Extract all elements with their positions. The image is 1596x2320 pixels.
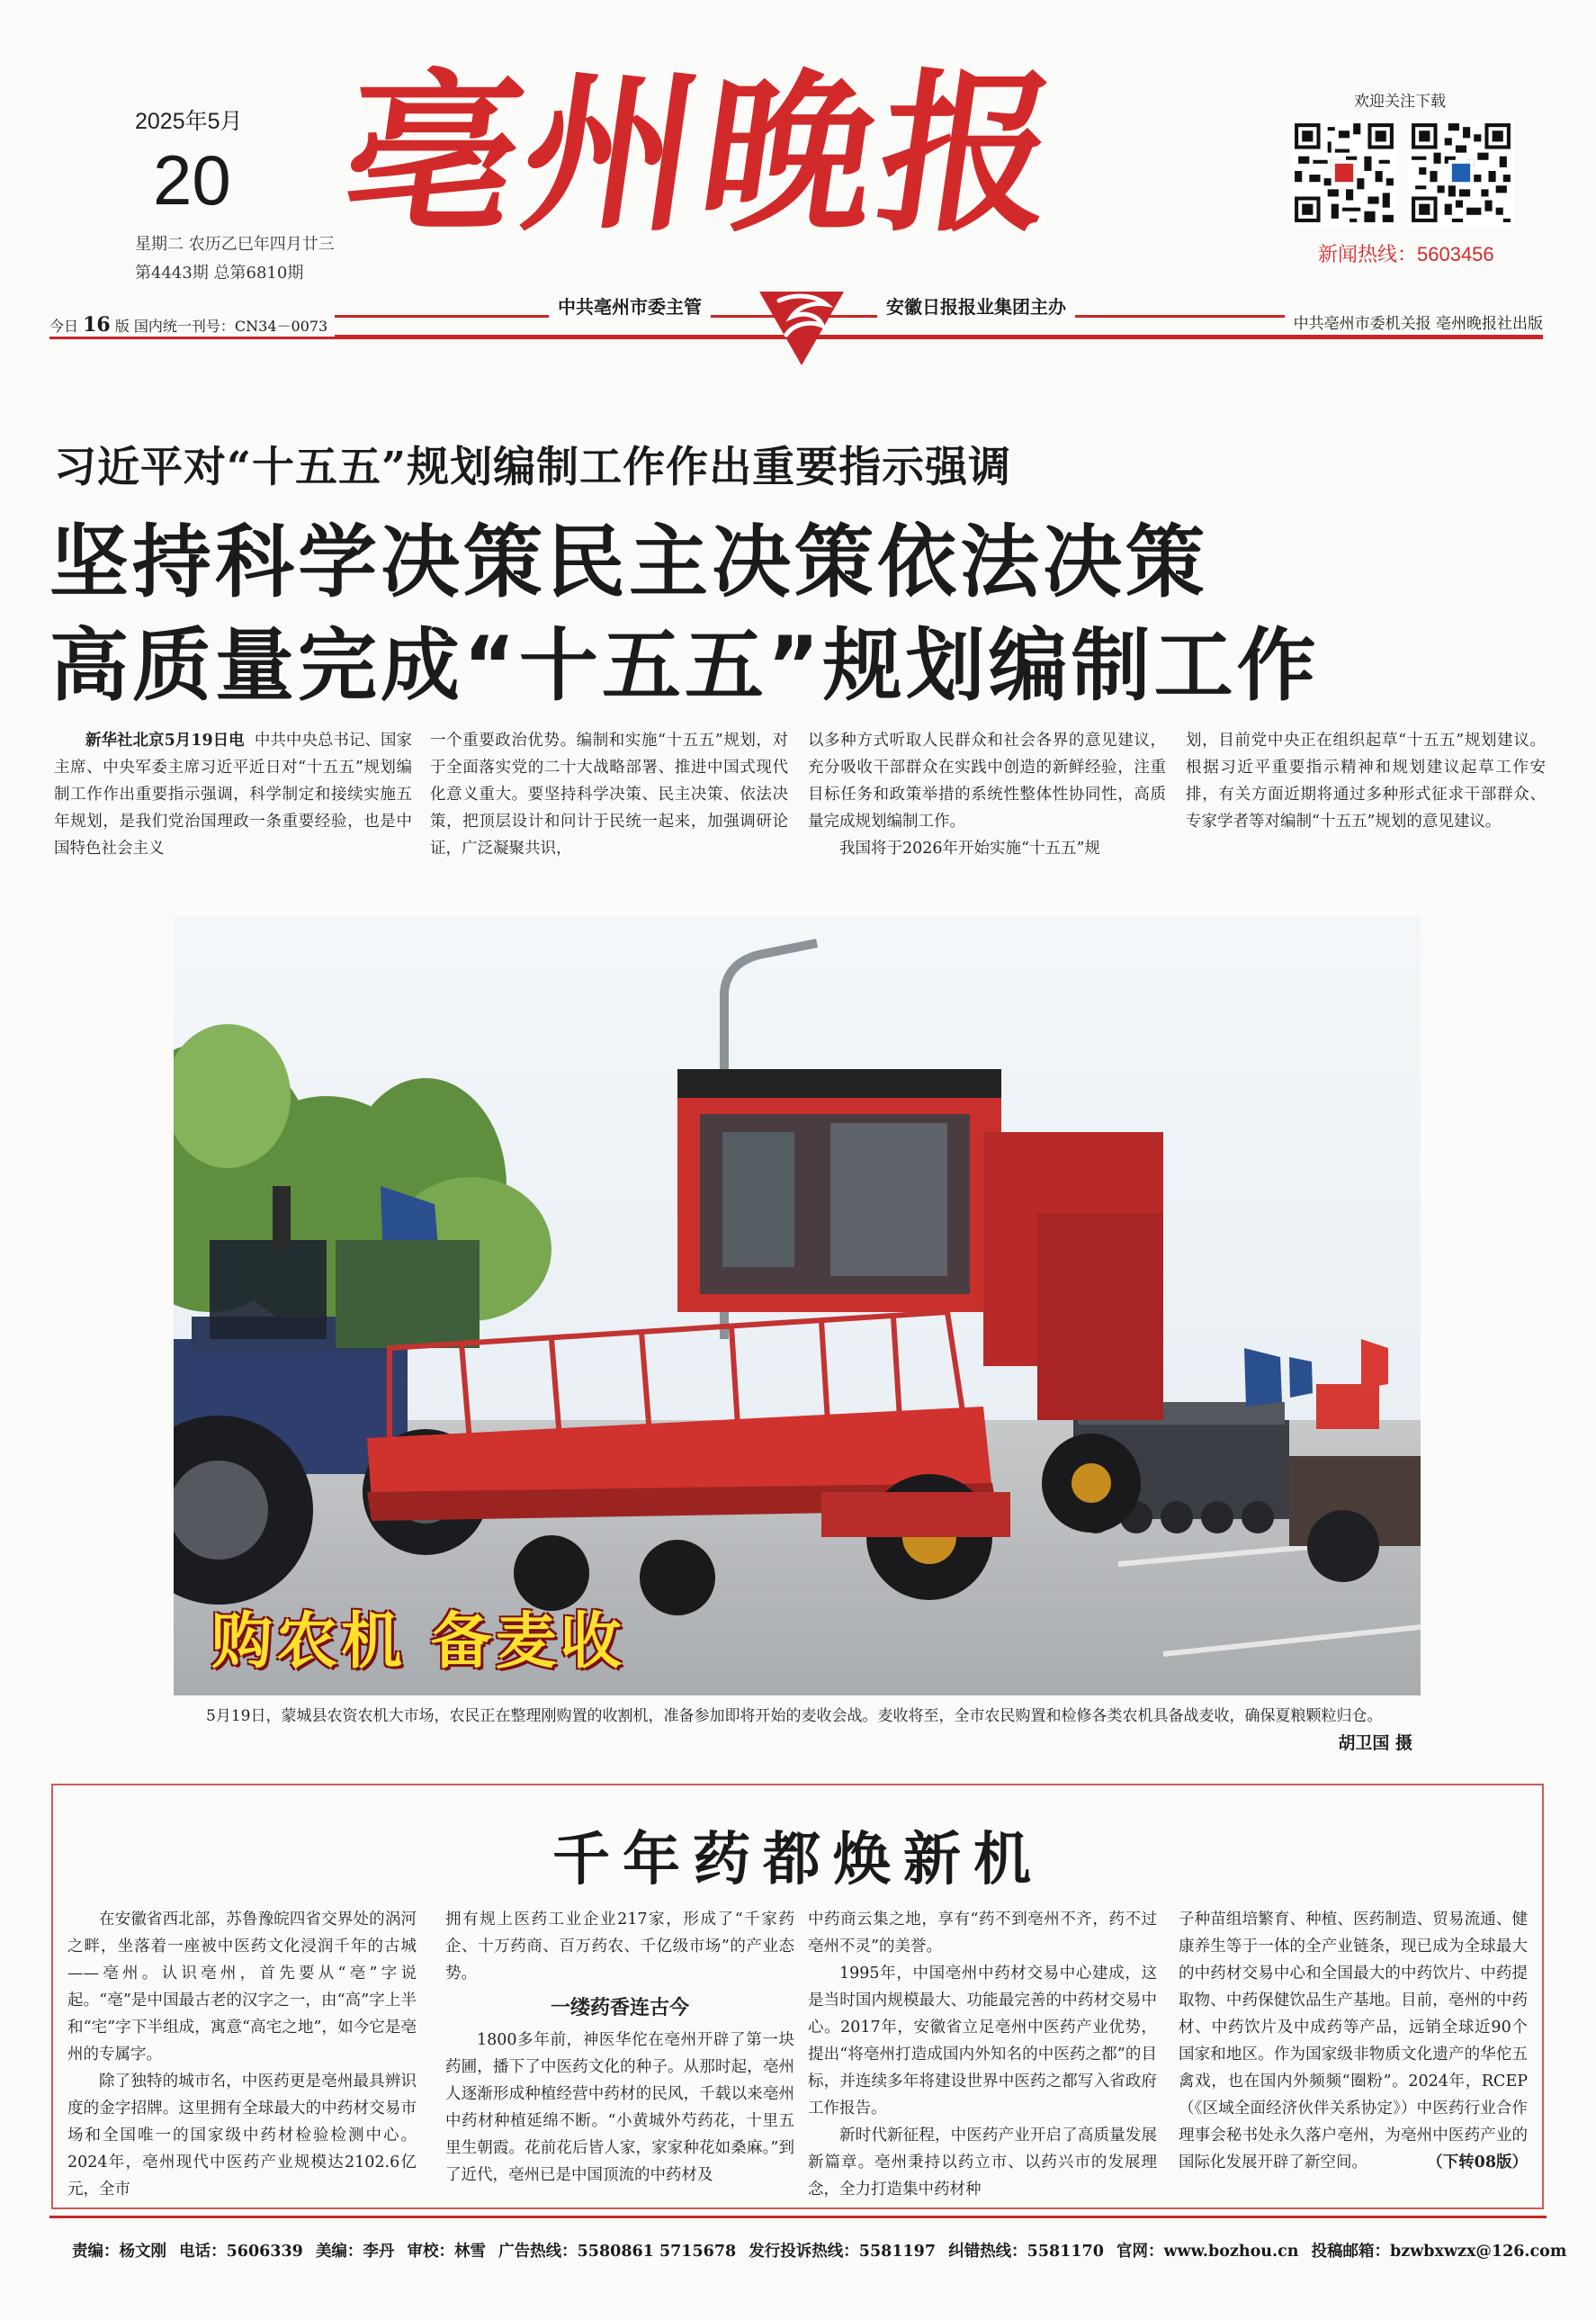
lead-text: 中共中央总书记、国家主席、中央军委主席习近平近日对“十五五”规划编制工作作出重要指示强调，科学制定和接续实施五年规划，是我们党治国理政一条重要经验，也是中国特色社会主义: [54, 732, 412, 858]
harvester-photo[interactable]: [174, 916, 1421, 1695]
date-day: 20: [153, 140, 231, 220]
feature-text: 1800多年前，神医华佗在亳州开辟了第一块药圃，播下了中医药文化的种子。从那时起，亳州人逐渐形成种植经营中药材的民风，千载以来亳州中药材种植延绵不断。“小黄城外芍药花，十里五里生朝霞。花前花后皆人家，家家种花如桑麻。”到了近代，亳州已是中国顶流的中药材及: [445, 2031, 794, 2184]
qr-code-icon[interactable]: [1291, 120, 1397, 226]
issue-suffix: 版 国内统一刊号：CN34－0073: [114, 318, 328, 335]
date-year-month: 2025年5月: [135, 109, 243, 134]
footer-ad-hotline: 广告热线：5580861 5715678: [498, 2243, 737, 2261]
footer-correction-hotline: 纠错热线：5581170: [948, 2243, 1104, 2261]
photo-caption: 5月19日，蒙城县农资农机大市场，农民正在整理刚购置的收割机，准备参加即将开始的麦收会战。麦收将至，全市农民购置和检修各类农机具备战麦收，确保夏粮颗粒归仓。: [206, 1707, 1383, 1725]
feature-text: 在安徽省西北部，苏鲁豫皖四省交界处的涡河之畔，坐落着一座被中医药文化浸润千年的古城——亳州。认识亳州，首先要从“亳”字说起。“亳”是中国最古老的汉字之一，由“高”字上半和“宅”字下半组成，寓意“高宅之地”，如今它是亳州的专属字。: [67, 1911, 417, 2064]
lead-headline-line2[interactable]: 高质量完成“十五五”规划编制工作: [49, 619, 1320, 712]
newspaper-emblem-icon: [752, 286, 851, 369]
date-block: [135, 103, 342, 283]
feature-subhead: 一缕药香连古今: [550, 1996, 689, 2019]
news-hotline: 新闻热线：5603456: [1318, 243, 1494, 265]
feature-column-2: [445, 1906, 794, 2189]
feature-column-1: [67, 1906, 417, 2203]
footer-website-link[interactable]: 官网：www.bozhou.cn: [1116, 2243, 1299, 2261]
dateline: 新华社北京5月19日电: [85, 732, 245, 750]
lead-kicker: 习近平对“十五五”规划编制工作作出重要指示强调: [54, 443, 1012, 492]
harvester-image: [174, 916, 1421, 1695]
footer-editor: 责编：杨文刚: [72, 2243, 166, 2261]
lead-text: 划，目前党中央正在组织起草“十五五”规划建议。根据习近平重要指示精神和规划建议起草工作安排，有关方面近期将通过多种形式征求干部群众、专家学者等对编制“十五五”规划的意见建议。: [1186, 732, 1546, 831]
qr-code-icon[interactable]: [1408, 120, 1514, 226]
feature-title[interactable]: 千年药都焕新机: [552, 1827, 1044, 1893]
lead-column-2: [430, 727, 788, 862]
feature-text: 子种苗组培繁育、种植、医药制造、贸易流通、健康养生等于一体的全产业链条，现已成为全球最大的中药材交易中心和全国最大的中药饮片、中药提取物、中药保健饮品生产基地。目前，亳州的中药材、中药饮片及中成药等产品，远销全球近90个国家和地区。作为国家级非物质文化遗产的华佗五禽戏，也在国内外频频“圈粉”。2024年，RCEP（《区域全面经济伙伴关系协定》）中医药行业合作理事会秘书处永久落户亳州，为亳州中医药产业的国际化发展开辟了新空间。: [1179, 1911, 1528, 2172]
issue-prefix: 今日: [49, 318, 79, 335]
publisher: 中共亳州市委机关报 亳州晚报社出版: [1285, 310, 1543, 333]
date-weekday-lunar: 星期二 农历乙巳年四月廿三: [135, 235, 335, 254]
feature-text: 除了独特的城市名，中医药更是亳州最具辨识度的金字招牌。这里拥有全球最大的中药材交易市场和全国唯一的国家级中药材检验检测中心。2024年，亳州现代中医药产业规模达2102.6亿元，全市: [67, 2073, 417, 2199]
issue-info: [49, 313, 335, 337]
newspaper-logo: [332, 38, 1246, 290]
sponsor-left: 中共亳州市委主管: [549, 292, 711, 319]
footer-rule: [49, 2216, 1547, 2218]
feature-column-4: [1179, 1906, 1528, 2176]
feature-text: 新时代新征程，中医药产业开启了高质量发展新篇章。亳州秉持以药立市、以药兴市的发展理念，全力打造集中药材种: [808, 2127, 1157, 2199]
sponsor-right: 安徽日报报业集团主办: [877, 292, 1075, 319]
photo-credit: 胡卫国 摄: [1338, 1733, 1412, 1753]
lead-column-1: [54, 727, 412, 862]
footer-email-link[interactable]: 投稿邮箱：bzwbxwzx@126.com: [1311, 2243, 1567, 2261]
photo-overlay-title: 购农机 备麦收: [211, 1606, 625, 1677]
footer-phone: 电话：5606339: [179, 2243, 303, 2261]
footer-proofreader: 审校：林雪: [407, 2243, 487, 2261]
feature-text: 中药商云集之地，享有“药不到亳州不齐，药不过亳州不灵”的美誉。: [808, 1911, 1157, 1956]
page-count: 16: [83, 313, 111, 337]
footer-designer: 美编：李丹: [315, 2243, 395, 2261]
newspaper-title: 亳州晚报: [332, 53, 1073, 256]
continued-on-page-link[interactable]: （下转08版）: [1427, 2154, 1528, 2172]
feature-text: 拥有规上医药工业企业217家，形成了“千家药企、十万药商、百万药农、千亿级市场”的产业态势。: [445, 1911, 794, 1983]
lead-column-4: [1186, 727, 1546, 835]
lead-text: 我国将于2026年开始实施“十五五”规: [839, 840, 1100, 858]
footer-distribution-hotline: 发行投诉热线：5581197: [749, 2243, 937, 2261]
lead-text: 一个重要政治优势。编制和实施“十五五”规划，对于全面落实党的二十大战略部署、推进中国式现代化意义重大。要坚持科学决策、民主决策、依法决策，把顶层设计和问计于民统一起来，加强调研论证，广泛凝聚共识，: [430, 732, 788, 858]
qr-caption: 欢迎关注下载: [1354, 93, 1446, 111]
footer: [72, 2239, 1567, 2262]
lead-text: 以多种方式听取人民群众和社会各界的意见建议，充分吸收干部群众在实践中创造的新鲜经验，注重目标任务和政策举措的系统性整体性协同性，高质量完成规划编制工作。: [808, 732, 1166, 831]
issue-number: 第4443期 总第6810期: [135, 264, 304, 283]
lead-column-3: [808, 727, 1166, 862]
feature-text: 1995年，中国亳州中药材交易中心建成，这是当时国内规模最大、功能最完善的中药材交易中心。2017年，安徽省立足亳州中医药产业优势，提出“将亳州打造成国内外知名的中医药之都”的目标，并连续多年将建设世界中医药之都写入省政府工作报告。: [808, 1965, 1157, 2118]
feature-column-3: [808, 1906, 1157, 2203]
lead-headline-line1[interactable]: 坚持科学决策民主决策依法决策: [49, 516, 1209, 608]
